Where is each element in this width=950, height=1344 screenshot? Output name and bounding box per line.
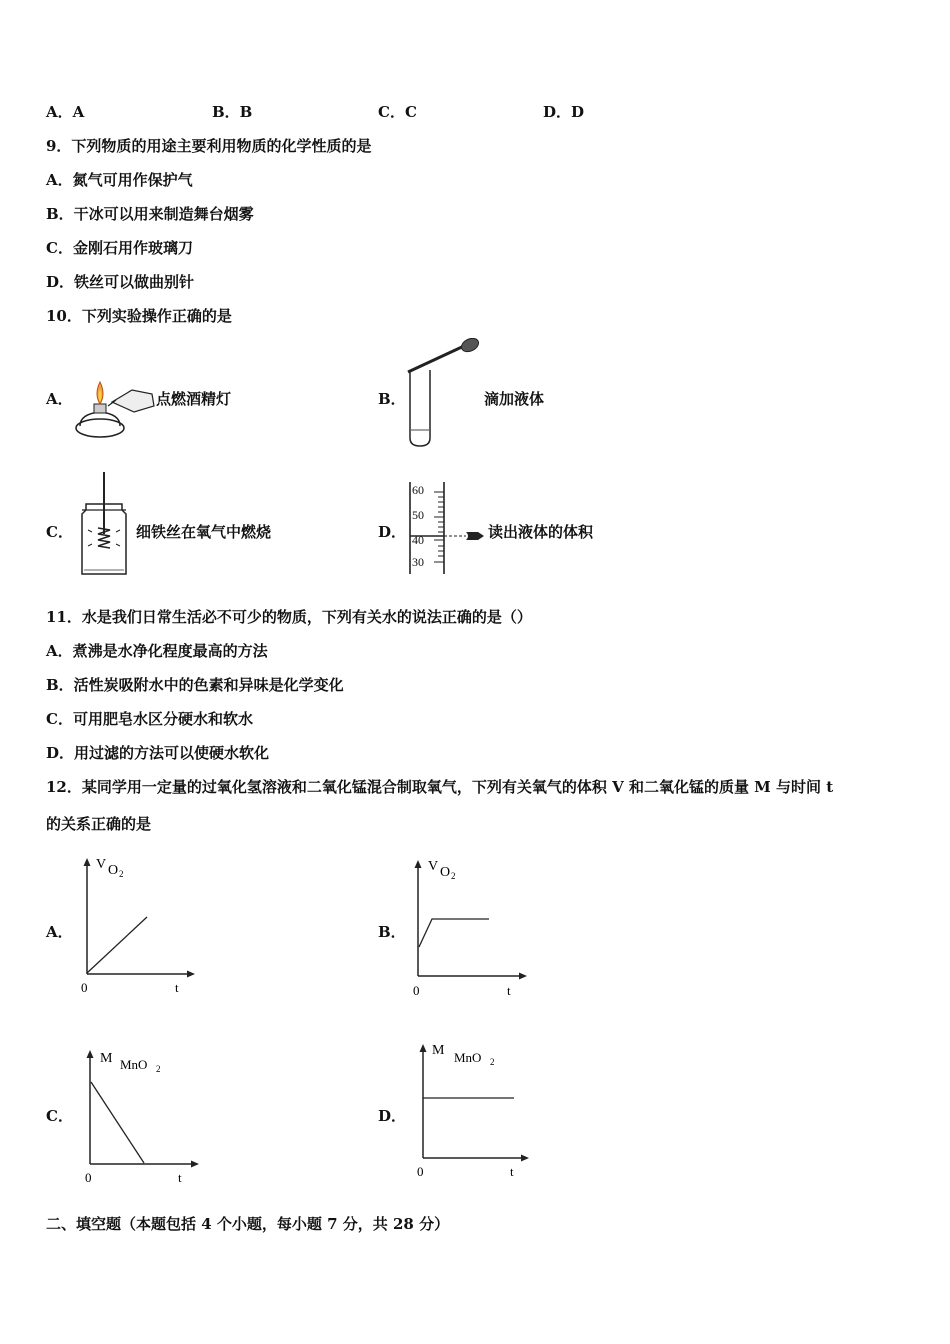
q10-caption-b: 滴加液体 — [484, 390, 545, 408]
graph-b-origin: 0 — [413, 983, 420, 998]
graph-d-t-label: t — [510, 1164, 514, 1179]
q10-letter-d[interactable]: D． — [378, 523, 407, 541]
q9-stem: 9．下列物质的用途主要利用物质的化学性质的是 — [46, 137, 372, 155]
tick-30: 30 — [412, 555, 424, 569]
q10-caption-c: 细铁丝在氧气中燃烧 — [136, 523, 272, 541]
graph-c-origin: 0 — [85, 1170, 92, 1185]
q10-letter-a[interactable]: A． — [46, 390, 73, 408]
q10-caption-a: 点燃酒精灯 — [156, 390, 232, 408]
section2-title: 二、填空题（本题包括 4 个小题，每小题 7 分，共 28 分） — [46, 1215, 450, 1233]
q12-stem-line1: 12．某同学用一定量的过氧化氢溶液和二氧化锰混合制取氧气，下列有关氧气的体积 V 和二氧化锰的质量 M 与时间 t — [46, 778, 834, 796]
graph-a-o2-label: O — [108, 863, 119, 878]
graph-a-t-label: t — [175, 980, 179, 995]
graph-d — [406, 1036, 546, 1186]
graph-b-o2-sub: 2 — [451, 871, 456, 881]
q8-option-c[interactable]: C．C — [378, 103, 417, 121]
graph-a — [72, 852, 212, 1002]
q8-option-d[interactable]: D．D — [543, 103, 585, 121]
graph-b-series-line — [419, 919, 489, 947]
q8-option-b[interactable]: B．B — [212, 103, 253, 121]
q9-option-d[interactable]: D．铁丝可以做曲别针 — [46, 273, 195, 291]
q10-caption-d: 读出液体的体积 — [488, 523, 594, 541]
graph-b — [402, 852, 542, 1002]
tick-40: 40 — [412, 533, 424, 547]
graph-a-origin: 0 — [81, 980, 88, 995]
graph-d-mno2-label: MnO — [454, 1050, 482, 1065]
q9-option-c[interactable]: C．金刚石用作玻璃刀 — [46, 239, 193, 257]
graph-d-origin: 0 — [417, 1164, 424, 1179]
q8-option-a[interactable]: A．A — [46, 103, 85, 121]
q11-option-c[interactable]: C．可用肥皂水区分硬水和软水 — [46, 710, 253, 728]
q10-letter-b[interactable]: B． — [378, 390, 406, 408]
graph-c-t-label: t — [178, 1170, 182, 1185]
q12-stem-line2: 的关系正确的是 — [46, 815, 152, 833]
q11-option-a[interactable]: A．煮沸是水净化程度最高的方法 — [46, 642, 268, 660]
graph-a-o2-sub: 2 — [119, 869, 124, 879]
gas-jar-iron-wire-icon — [74, 472, 134, 582]
graph-d-mno2-sub: 2 — [490, 1057, 495, 1067]
dropper-test-tube-icon — [404, 338, 486, 454]
q12-letter-d[interactable]: D． — [378, 1107, 407, 1125]
graph-c — [74, 1042, 214, 1192]
alcohol-lamp-icon — [70, 372, 160, 448]
tick-60: 60 — [412, 483, 424, 497]
graph-b-v-label: V — [428, 859, 439, 874]
q9-option-a[interactable]: A．氮气可用作保护气 — [46, 171, 193, 189]
q10-stem: 10．下列实验操作正确的是 — [46, 307, 232, 325]
q10-letter-c[interactable]: C． — [46, 523, 73, 541]
graph-c-mno2-label: MnO — [120, 1057, 148, 1072]
graph-b-t-label: t — [507, 983, 511, 998]
q9-option-b[interactable]: B．干冰可以用来制造舞台烟雾 — [46, 205, 254, 223]
graph-a-v-label: V — [96, 857, 107, 872]
graph-a-series-line — [87, 917, 147, 973]
graph-c-mno2-sub: 2 — [156, 1064, 161, 1074]
graph-c-series-line — [91, 1082, 144, 1163]
q11-option-d[interactable]: D．用过滤的方法可以使硬水软化 — [46, 744, 270, 762]
q12-letter-c[interactable]: C． — [46, 1107, 73, 1125]
q12-letter-b[interactable]: B． — [378, 923, 406, 941]
q12-letter-a[interactable]: A． — [46, 923, 73, 941]
graph-b-o2-label: O — [440, 865, 451, 880]
tick-50: 50 — [412, 508, 424, 522]
graph-c-m-label: M — [100, 1051, 113, 1066]
q11-option-b[interactable]: B．活性炭吸附水中的色素和异味是化学变化 — [46, 676, 344, 694]
graph-d-m-label: M — [432, 1043, 445, 1058]
q11-stem: 11．水是我们日常生活必不可少的物质，下列有关水的说法正确的是（） — [46, 608, 532, 626]
